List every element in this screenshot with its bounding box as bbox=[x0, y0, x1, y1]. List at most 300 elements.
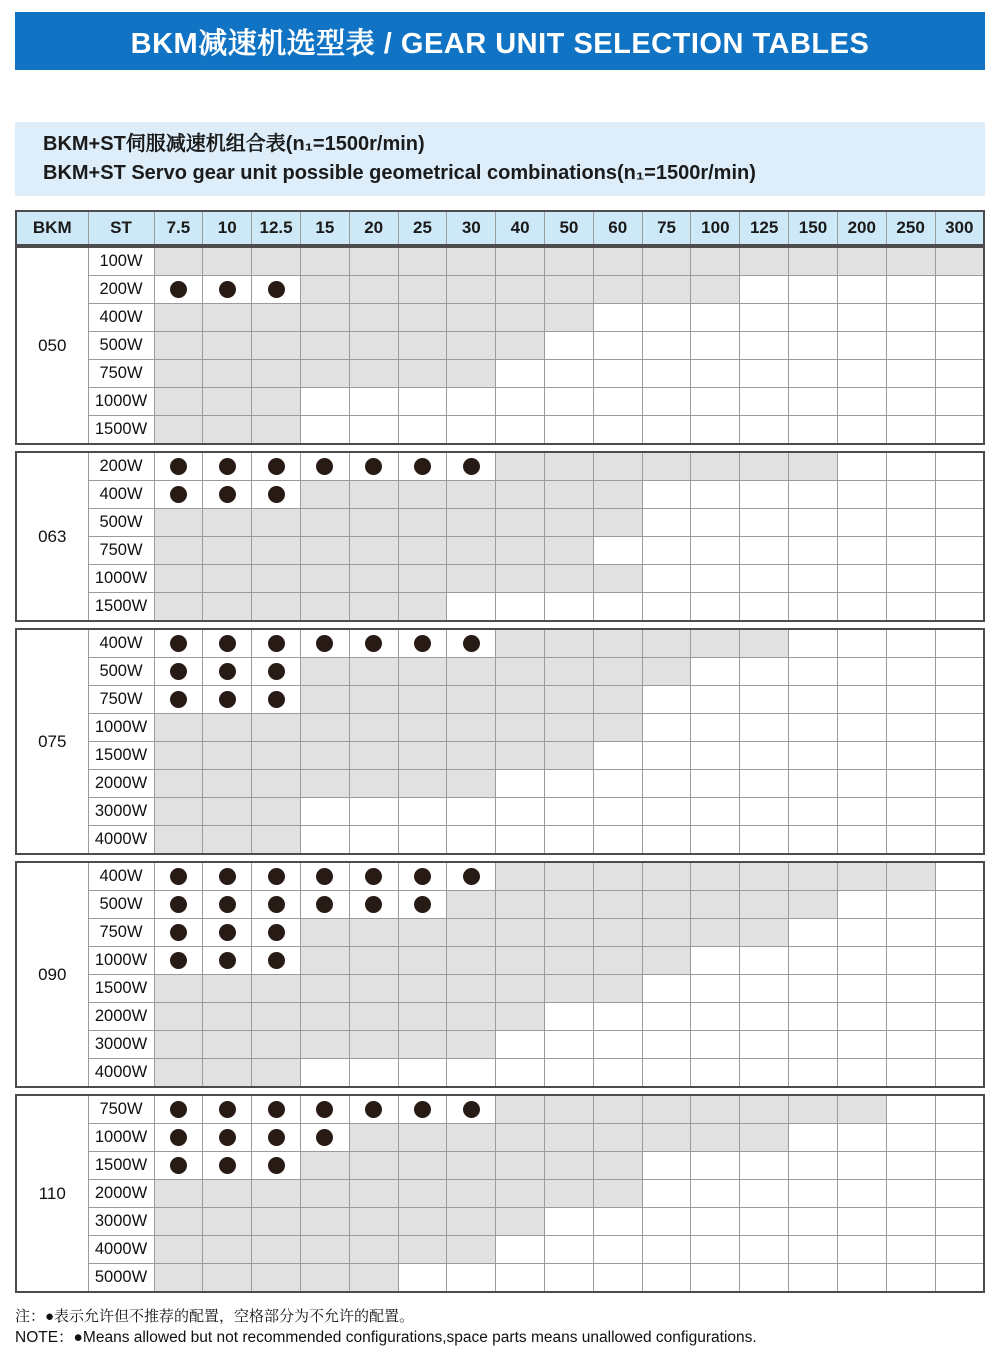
cell-unallowed bbox=[886, 742, 935, 770]
cell-allowed bbox=[545, 276, 594, 304]
cell-unallowed bbox=[740, 1059, 789, 1088]
cell-unallowed bbox=[545, 360, 594, 388]
cell-allowed bbox=[203, 714, 252, 742]
table-row bbox=[16, 416, 984, 445]
dot-icon bbox=[414, 635, 431, 652]
cell-allowed bbox=[349, 537, 398, 565]
cell-unallowed bbox=[642, 1031, 691, 1059]
cell-allowed bbox=[398, 565, 447, 593]
cell-unallowed bbox=[545, 416, 594, 445]
cell-allowed bbox=[300, 1031, 349, 1059]
dot-icon bbox=[268, 663, 285, 680]
cell-unallowed bbox=[935, 714, 984, 742]
table-row bbox=[16, 770, 984, 798]
cell-unallowed bbox=[300, 388, 349, 416]
cell-allowed bbox=[154, 770, 203, 798]
cell-unallowed bbox=[837, 826, 886, 855]
cell-allowed bbox=[252, 1180, 301, 1208]
cell-unallowed bbox=[691, 686, 740, 714]
dot-icon bbox=[365, 896, 382, 913]
cell-unallowed bbox=[740, 658, 789, 686]
cell-allowed bbox=[545, 247, 594, 276]
cell-allowed bbox=[154, 360, 203, 388]
cell-allowed bbox=[398, 919, 447, 947]
cell-allowed bbox=[447, 1180, 496, 1208]
cell-not-recommended bbox=[154, 1152, 203, 1180]
cell-allowed bbox=[203, 770, 252, 798]
table-header bbox=[15, 210, 985, 246]
cell-unallowed bbox=[496, 593, 545, 622]
col-header-ratio-75: 75 bbox=[642, 211, 691, 245]
dot-icon bbox=[463, 868, 480, 885]
dot-icon bbox=[170, 486, 187, 503]
cell-unallowed bbox=[642, 360, 691, 388]
col-header-ratio-7.5: 7.5 bbox=[154, 211, 203, 245]
power-label: 1000W bbox=[88, 565, 154, 593]
cell-allowed bbox=[740, 919, 789, 947]
cell-unallowed bbox=[642, 332, 691, 360]
cell-allowed bbox=[154, 742, 203, 770]
cell-allowed bbox=[300, 537, 349, 565]
cell-allowed bbox=[300, 481, 349, 509]
cell-unallowed bbox=[886, 537, 935, 565]
cell-unallowed bbox=[740, 686, 789, 714]
cell-allowed bbox=[447, 891, 496, 919]
cell-unallowed bbox=[300, 798, 349, 826]
dot-icon bbox=[170, 281, 187, 298]
cell-unallowed bbox=[642, 798, 691, 826]
cell-unallowed bbox=[837, 891, 886, 919]
cell-not-recommended bbox=[349, 862, 398, 891]
cell-not-recommended bbox=[252, 481, 301, 509]
cell-allowed bbox=[496, 481, 545, 509]
cell-allowed bbox=[545, 304, 594, 332]
power-label: 1000W bbox=[88, 714, 154, 742]
cell-allowed bbox=[203, 332, 252, 360]
cell-allowed bbox=[691, 247, 740, 276]
power-label: 500W bbox=[88, 509, 154, 537]
cell-unallowed bbox=[935, 1095, 984, 1124]
table-row bbox=[16, 1152, 984, 1180]
cell-unallowed bbox=[691, 1152, 740, 1180]
cell-allowed bbox=[593, 947, 642, 975]
cell-unallowed bbox=[398, 416, 447, 445]
dot-icon bbox=[414, 896, 431, 913]
cell-allowed bbox=[300, 565, 349, 593]
cell-unallowed bbox=[740, 770, 789, 798]
cell-allowed bbox=[447, 247, 496, 276]
power-label: 1000W bbox=[88, 1124, 154, 1152]
cell-unallowed bbox=[886, 304, 935, 332]
cell-allowed bbox=[545, 629, 594, 658]
section-075 bbox=[15, 628, 985, 855]
cell-allowed bbox=[447, 304, 496, 332]
cell-unallowed bbox=[496, 360, 545, 388]
cell-not-recommended bbox=[252, 919, 301, 947]
cell-unallowed bbox=[789, 276, 838, 304]
table-row bbox=[16, 565, 984, 593]
cell-allowed bbox=[252, 1059, 301, 1088]
cell-not-recommended bbox=[154, 686, 203, 714]
cell-unallowed bbox=[935, 276, 984, 304]
cell-allowed bbox=[691, 1095, 740, 1124]
table-row bbox=[16, 1059, 984, 1088]
power-label: 500W bbox=[88, 332, 154, 360]
cell-unallowed bbox=[691, 1031, 740, 1059]
cell-allowed bbox=[203, 1003, 252, 1031]
table-row bbox=[16, 388, 984, 416]
cell-unallowed bbox=[496, 770, 545, 798]
cell-unallowed bbox=[789, 1031, 838, 1059]
cell-unallowed bbox=[886, 1152, 935, 1180]
cell-unallowed bbox=[691, 388, 740, 416]
power-label: 1500W bbox=[88, 1152, 154, 1180]
cell-unallowed bbox=[691, 360, 740, 388]
cell-not-recommended bbox=[203, 1124, 252, 1152]
table-row bbox=[16, 975, 984, 1003]
cell-unallowed bbox=[642, 1208, 691, 1236]
cell-unallowed bbox=[935, 891, 984, 919]
power-label: 200W bbox=[88, 276, 154, 304]
cell-allowed bbox=[349, 742, 398, 770]
cell-allowed bbox=[398, 332, 447, 360]
cell-unallowed bbox=[837, 416, 886, 445]
cell-unallowed bbox=[593, 593, 642, 622]
cell-allowed bbox=[496, 975, 545, 1003]
cell-unallowed bbox=[837, 919, 886, 947]
cell-allowed bbox=[252, 416, 301, 445]
cell-allowed bbox=[154, 798, 203, 826]
cell-allowed bbox=[349, 360, 398, 388]
cell-allowed bbox=[203, 593, 252, 622]
cell-unallowed bbox=[740, 1152, 789, 1180]
cell-not-recommended bbox=[252, 276, 301, 304]
col-header-ratio-150: 150 bbox=[789, 211, 838, 245]
cell-allowed bbox=[545, 947, 594, 975]
cell-unallowed bbox=[740, 1180, 789, 1208]
dot-icon bbox=[268, 486, 285, 503]
cell-allowed bbox=[300, 1208, 349, 1236]
dot-icon bbox=[365, 868, 382, 885]
cell-allowed bbox=[154, 1180, 203, 1208]
cell-allowed bbox=[203, 742, 252, 770]
cell-unallowed bbox=[545, 1003, 594, 1031]
cell-allowed bbox=[593, 247, 642, 276]
cell-unallowed bbox=[691, 593, 740, 622]
cell-allowed bbox=[447, 947, 496, 975]
cell-unallowed bbox=[691, 714, 740, 742]
bkm-label-075: 075 bbox=[16, 629, 88, 854]
cell-allowed bbox=[740, 1095, 789, 1124]
cell-unallowed bbox=[886, 1124, 935, 1152]
cell-unallowed bbox=[837, 304, 886, 332]
cell-allowed bbox=[349, 1124, 398, 1152]
cell-unallowed bbox=[837, 276, 886, 304]
cell-not-recommended bbox=[252, 862, 301, 891]
dot-icon bbox=[219, 1101, 236, 1118]
cell-unallowed bbox=[837, 1152, 886, 1180]
cell-not-recommended bbox=[447, 629, 496, 658]
cell-unallowed bbox=[593, 1264, 642, 1293]
cell-unallowed bbox=[886, 1059, 935, 1088]
table-row bbox=[16, 862, 984, 891]
dot-icon bbox=[365, 635, 382, 652]
cell-allowed bbox=[545, 1180, 594, 1208]
cell-unallowed bbox=[642, 1236, 691, 1264]
cell-allowed bbox=[447, 742, 496, 770]
cell-unallowed bbox=[593, 537, 642, 565]
cell-unallowed bbox=[837, 658, 886, 686]
cell-allowed bbox=[154, 826, 203, 855]
dot-icon bbox=[316, 896, 333, 913]
cell-allowed bbox=[154, 1031, 203, 1059]
table-row bbox=[16, 481, 984, 509]
cell-unallowed bbox=[935, 658, 984, 686]
table-row bbox=[16, 1031, 984, 1059]
cell-allowed bbox=[447, 276, 496, 304]
power-label: 750W bbox=[88, 537, 154, 565]
dot-icon bbox=[219, 281, 236, 298]
cell-unallowed bbox=[935, 862, 984, 891]
section-063 bbox=[15, 451, 985, 622]
cell-unallowed bbox=[691, 304, 740, 332]
cell-allowed bbox=[691, 629, 740, 658]
cell-allowed bbox=[349, 975, 398, 1003]
cell-allowed bbox=[300, 686, 349, 714]
cell-allowed bbox=[349, 686, 398, 714]
cell-allowed bbox=[740, 452, 789, 481]
cell-unallowed bbox=[398, 798, 447, 826]
cell-allowed bbox=[203, 1264, 252, 1293]
cell-not-recommended bbox=[447, 1095, 496, 1124]
dot-icon bbox=[463, 1101, 480, 1118]
power-label: 4000W bbox=[88, 1059, 154, 1088]
cell-unallowed bbox=[935, 332, 984, 360]
cell-unallowed bbox=[935, 629, 984, 658]
cell-unallowed bbox=[642, 593, 691, 622]
cell-allowed bbox=[154, 1208, 203, 1236]
cell-allowed bbox=[398, 509, 447, 537]
cell-allowed bbox=[398, 276, 447, 304]
cell-not-recommended bbox=[349, 452, 398, 481]
cell-allowed bbox=[447, 1152, 496, 1180]
cell-allowed bbox=[349, 770, 398, 798]
cell-allowed bbox=[300, 975, 349, 1003]
subtitle-box bbox=[15, 122, 985, 196]
cell-allowed bbox=[300, 593, 349, 622]
cell-unallowed bbox=[642, 770, 691, 798]
cell-not-recommended bbox=[398, 862, 447, 891]
cell-unallowed bbox=[593, 304, 642, 332]
dot-icon bbox=[170, 924, 187, 941]
cell-unallowed bbox=[398, 1059, 447, 1088]
cell-not-recommended bbox=[154, 276, 203, 304]
cell-unallowed bbox=[837, 686, 886, 714]
cell-unallowed bbox=[593, 1236, 642, 1264]
cell-unallowed bbox=[837, 509, 886, 537]
col-header-ratio-250: 250 bbox=[886, 211, 935, 245]
cell-allowed bbox=[252, 360, 301, 388]
cell-unallowed bbox=[642, 686, 691, 714]
cell-allowed bbox=[252, 1003, 301, 1031]
cell-allowed bbox=[593, 714, 642, 742]
table-row bbox=[16, 919, 984, 947]
dot-icon bbox=[268, 458, 285, 475]
dot-icon bbox=[170, 896, 187, 913]
cell-allowed bbox=[545, 509, 594, 537]
cell-unallowed bbox=[691, 658, 740, 686]
cell-unallowed bbox=[886, 1095, 935, 1124]
dot-icon bbox=[268, 1157, 285, 1174]
cell-unallowed bbox=[740, 798, 789, 826]
cell-allowed bbox=[642, 276, 691, 304]
cell-unallowed bbox=[740, 332, 789, 360]
cell-not-recommended bbox=[252, 1124, 301, 1152]
cell-allowed bbox=[252, 304, 301, 332]
cell-unallowed bbox=[349, 388, 398, 416]
cell-unallowed bbox=[935, 798, 984, 826]
cell-unallowed bbox=[691, 416, 740, 445]
cell-unallowed bbox=[837, 1180, 886, 1208]
cell-unallowed bbox=[740, 1003, 789, 1031]
col-header-ratio-20: 20 bbox=[349, 211, 398, 245]
cell-not-recommended bbox=[300, 1124, 349, 1152]
cell-allowed bbox=[154, 1264, 203, 1293]
cell-unallowed bbox=[349, 1059, 398, 1088]
cell-allowed bbox=[642, 947, 691, 975]
cell-allowed bbox=[398, 975, 447, 1003]
cell-unallowed bbox=[789, 826, 838, 855]
cell-allowed bbox=[447, 714, 496, 742]
col-header-ratio-50: 50 bbox=[545, 211, 594, 245]
cell-unallowed bbox=[789, 360, 838, 388]
cell-allowed bbox=[691, 276, 740, 304]
cell-allowed bbox=[203, 1208, 252, 1236]
cell-unallowed bbox=[789, 509, 838, 537]
cell-unallowed bbox=[593, 742, 642, 770]
cell-unallowed bbox=[740, 826, 789, 855]
cell-unallowed bbox=[935, 537, 984, 565]
cell-allowed bbox=[349, 481, 398, 509]
table-row bbox=[16, 332, 984, 360]
cell-unallowed bbox=[642, 1264, 691, 1293]
cell-allowed bbox=[545, 919, 594, 947]
cell-unallowed bbox=[886, 658, 935, 686]
cell-allowed bbox=[447, 1003, 496, 1031]
cell-allowed bbox=[398, 481, 447, 509]
cell-allowed bbox=[203, 388, 252, 416]
cell-unallowed bbox=[837, 1003, 886, 1031]
dot-icon bbox=[219, 458, 236, 475]
cell-unallowed bbox=[545, 1236, 594, 1264]
note-cn: 注：●表示允许但不推荐的配置，空格部分为不允许的配置。 bbox=[15, 1308, 415, 1325]
cell-unallowed bbox=[642, 388, 691, 416]
cell-unallowed bbox=[935, 947, 984, 975]
cell-unallowed bbox=[398, 388, 447, 416]
cell-unallowed bbox=[300, 1059, 349, 1088]
cell-allowed bbox=[252, 798, 301, 826]
cell-unallowed bbox=[740, 593, 789, 622]
power-label: 750W bbox=[88, 686, 154, 714]
cell-unallowed bbox=[886, 565, 935, 593]
cell-unallowed bbox=[886, 593, 935, 622]
cell-allowed bbox=[691, 891, 740, 919]
cell-unallowed bbox=[837, 360, 886, 388]
cell-allowed bbox=[789, 1095, 838, 1124]
col-header-ratio-30: 30 bbox=[447, 211, 496, 245]
cell-not-recommended bbox=[300, 452, 349, 481]
cell-allowed bbox=[300, 509, 349, 537]
cell-unallowed bbox=[886, 1264, 935, 1293]
cell-unallowed bbox=[740, 742, 789, 770]
cell-allowed bbox=[593, 891, 642, 919]
cell-allowed bbox=[642, 658, 691, 686]
cell-unallowed bbox=[545, 388, 594, 416]
dot-icon bbox=[219, 896, 236, 913]
dot-icon bbox=[219, 663, 236, 680]
bkm-label-090: 090 bbox=[16, 862, 88, 1087]
power-label: 2000W bbox=[88, 1003, 154, 1031]
cell-allowed bbox=[691, 862, 740, 891]
cell-allowed bbox=[398, 714, 447, 742]
cell-unallowed bbox=[789, 798, 838, 826]
cell-unallowed bbox=[837, 770, 886, 798]
cell-allowed bbox=[691, 1124, 740, 1152]
cell-unallowed bbox=[740, 975, 789, 1003]
table-row bbox=[16, 891, 984, 919]
cell-unallowed bbox=[740, 1208, 789, 1236]
cell-unallowed bbox=[886, 1031, 935, 1059]
cell-unallowed bbox=[642, 537, 691, 565]
power-label: 750W bbox=[88, 1095, 154, 1124]
dot-icon bbox=[365, 1101, 382, 1118]
cell-allowed bbox=[398, 1031, 447, 1059]
cell-unallowed bbox=[691, 537, 740, 565]
cell-unallowed bbox=[789, 565, 838, 593]
cell-allowed bbox=[837, 862, 886, 891]
cell-allowed bbox=[496, 565, 545, 593]
cell-unallowed bbox=[740, 304, 789, 332]
cell-allowed bbox=[496, 862, 545, 891]
cell-allowed bbox=[349, 1180, 398, 1208]
cell-not-recommended bbox=[203, 686, 252, 714]
cell-unallowed bbox=[545, 1264, 594, 1293]
cell-not-recommended bbox=[203, 947, 252, 975]
power-label: 400W bbox=[88, 629, 154, 658]
cell-allowed bbox=[203, 360, 252, 388]
cell-unallowed bbox=[447, 416, 496, 445]
power-label: 400W bbox=[88, 481, 154, 509]
dot-icon bbox=[219, 635, 236, 652]
cell-allowed bbox=[300, 1180, 349, 1208]
dot-icon bbox=[170, 868, 187, 885]
cell-allowed bbox=[447, 1208, 496, 1236]
cell-not-recommended bbox=[447, 452, 496, 481]
cell-unallowed bbox=[789, 593, 838, 622]
dot-icon bbox=[268, 1101, 285, 1118]
cell-unallowed bbox=[886, 388, 935, 416]
dot-icon bbox=[170, 952, 187, 969]
cell-not-recommended bbox=[398, 1095, 447, 1124]
cell-allowed bbox=[349, 1264, 398, 1293]
cell-allowed bbox=[203, 1031, 252, 1059]
power-label: 750W bbox=[88, 360, 154, 388]
cell-allowed bbox=[203, 247, 252, 276]
cell-allowed bbox=[496, 1208, 545, 1236]
cell-allowed bbox=[349, 947, 398, 975]
cell-unallowed bbox=[886, 975, 935, 1003]
cell-unallowed bbox=[935, 770, 984, 798]
